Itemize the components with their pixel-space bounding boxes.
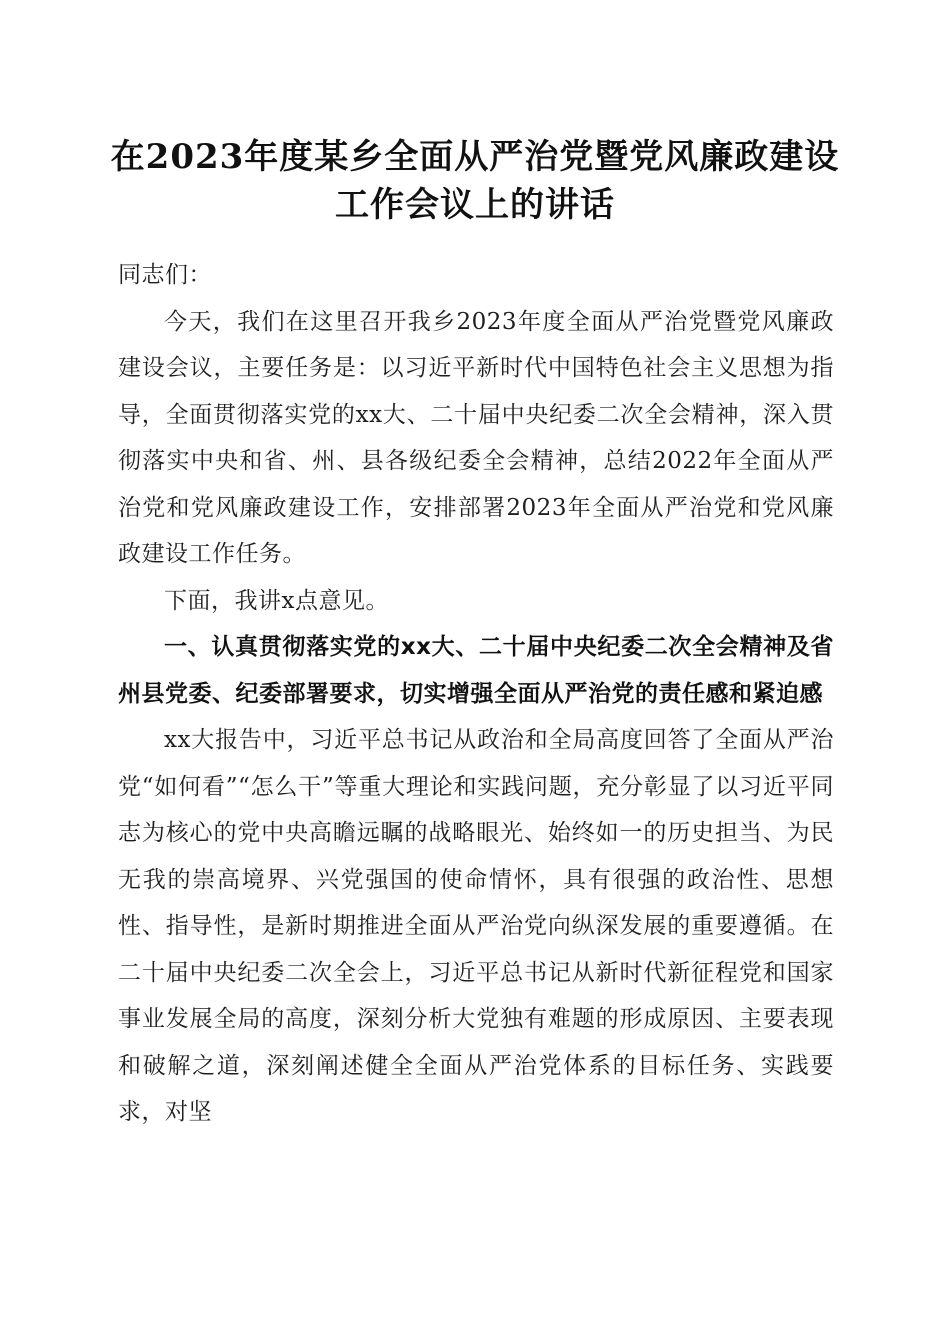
outline-paragraph: 下面，我讲x点意见。 xyxy=(164,587,389,614)
document-body xyxy=(118,252,834,1136)
section-paragraph: xx大报告中，习近平总书记从政治和全局高度回答了全面从严治党“如何看”“怎么干”等重大理论和实践问题，充分彰显了以习近平同志为核心的党中央高瞻远瞩的战略眼光、始终如一的历史担当、为民无我的崇高境界、兴党强国的使命情怀，具有很强的政治性、思想性、指导性，是新时期推进全面从严治党向纵深发展的重要遵循。在二十届中央纪委二次全会上，习近平总书记从新时代新征程党和国家事业发展全局的高度，深刻分析大党独有难题的形成原因、主要表现和破解之道，深刻阐述健全全面从严治党体系的目标任务、实践要求，对坚 xyxy=(118,727,834,1125)
document-title: 在2023年度某乡全面从严治党暨党风廉政建设工作会议上的讲话 xyxy=(110,137,840,225)
section-heading: 一、认真贯彻落实党的xx大、二十届中央纪委二次全会精神及省州县党委、纪委部署要求，切实增强全面从严治党的责任感和紧迫感 xyxy=(118,634,834,707)
salutation: 同志们： xyxy=(118,262,212,288)
intro-paragraph: 今天，我们在这里召开我乡2023年度全面从严治党暨党风廉政建设会议，主要任务是：以习近平新时代中国特色社会主义思想为指导，全面贯彻落实党的xx大、二十届中央纪委二次全会精神，深入贯彻落实中央和省、州、县各级纪委全会精神，总结2022年全面从严治党和党风廉政建设工作，安排部署2023年全面从严治党和党风廉政建设工作任务。 xyxy=(118,308,834,567)
